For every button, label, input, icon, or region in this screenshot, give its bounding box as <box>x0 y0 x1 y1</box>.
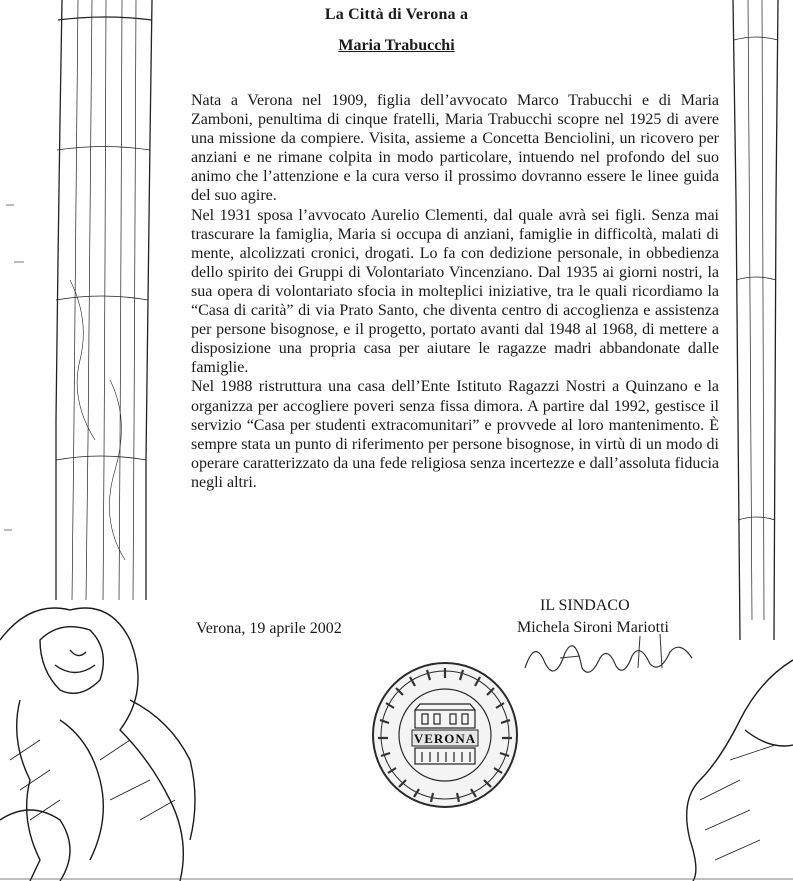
seal-city-text: VERONA <box>413 731 477 746</box>
city-seal <box>370 660 520 810</box>
document-body <box>191 91 719 492</box>
right-column-illustration <box>733 0 778 640</box>
handwritten-signature <box>520 628 700 688</box>
recipient-name: Maria Trabucchi <box>338 37 455 54</box>
left-cherub-figure <box>0 608 195 881</box>
signer-name: Michela Sironi Mariotti <box>517 619 669 636</box>
place-date: Verona, 19 aprile 2002 <box>196 620 342 637</box>
body-paragraph: Nata a Verona nel 1909, figlia dell’avvocato Marco Trabucchi e di Maria Zamboni, penultima di cinque fratelli, Maria Trabucchi scopre nel 1925 di avere una missione da compiere. Visita, assieme a Concetta Benciolini, un ricovero per anziani e ne rimane colpita in modo particolare, intuendo nel profondo del suo animo che l’attenzione e la cura verso il prossimo dovranno essere le linee guida del suo agire. <box>191 92 719 205</box>
left-column-illustration <box>56 0 152 600</box>
right-figure <box>687 660 793 881</box>
body-paragraph: Nel 1988 ristruttura una casa dell’Ente Istituto Ragazzi Nostri a Quinzano e la organizza per accogliere poveri senza fissa dimora. A partire dal 1992, gestisce il servizio “Casa per studenti extracomunitari” e provvede al loro mantenimento. È sempre stata un punto di riferimento per persone bisognose, in virtù di un modo di operare caratterizzato da una fede religiosa senza incertezze e dall’assoluta fiducia negli altri. <box>191 378 719 491</box>
body-paragraph: Nel 1931 sposa l’avvocato Aurelio Clementi, dal quale avrà sei figli. Senza mai trascurare la famiglia, Maria si occupa di anziani, famiglie in difficoltà, malati di mente, alcolizzati cronici, drogati. Lo fa con dedizione personale, in obbedienza dello spirito dei Gruppi di Volontariato Vincenziano. Dal 1935 ai giorni nostri, la sua opera di volontariato sfocia in molteplici iniziative, tra le quali ricordiamo la “Casa di carità” di via Prato Santo, che diventa centro di accoglienza e assistenza per persone bisognose, e il progetto, portato avanti dal 1948 al 1968, di mettere a disposizione una propria casa per aiutare le ragazze madri abbandonate dalle famiglie. <box>191 206 719 377</box>
document-title: La Città di Verona a <box>324 6 469 23</box>
signer-title: IL SINDACO <box>540 597 630 614</box>
